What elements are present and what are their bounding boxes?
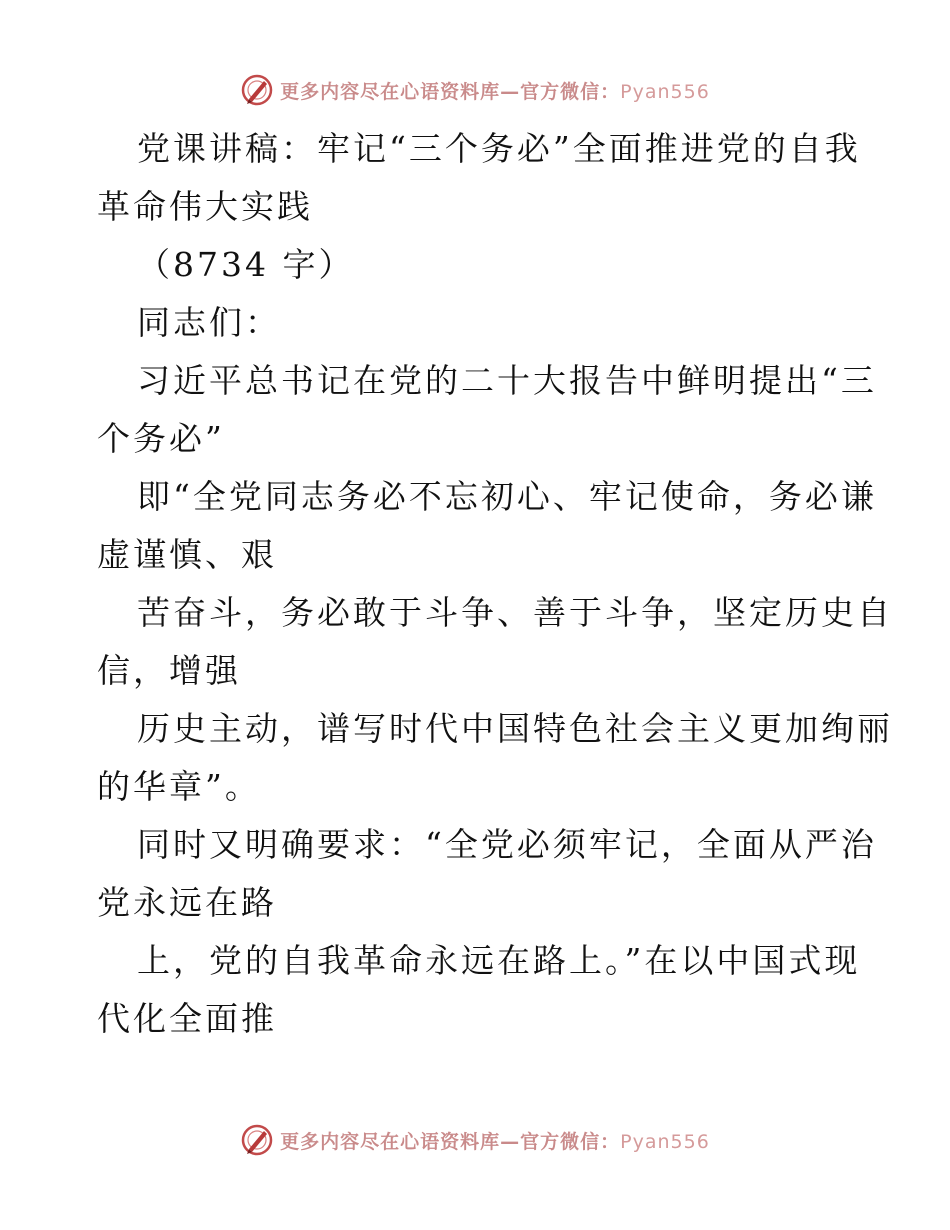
text-line: 上，党的自我革命永远在路上。”在以中国式现 [137,941,861,980]
banner-slogan: 更多内容尽在心语资料库—官方微信： [280,1130,621,1153]
pen-logo-icon [240,1123,274,1157]
text-line: 党永远在路 [97,883,277,922]
text-line: 同时又明确要求：“全党必须牢记，全面从严治 [137,825,877,864]
banner-contact: Pyan556 [620,80,710,103]
text-line: 党课讲稿：牢记“三个务必”全面推进党的自我 [137,129,861,168]
text-line: 个务必” [97,419,225,458]
text-line: 代化全面推 [97,999,277,1038]
banner-text [280,77,710,104]
text-line: 即“全党同志务必不忘初心、牢记使命，务必谦 [137,477,877,516]
text-line: 同志们： [137,303,281,342]
document-body [97,120,893,1048]
text-line: 信，增强 [97,651,241,690]
banner-text [280,1127,710,1154]
text-line: 虚谨慎、艰 [97,535,277,574]
text-line: 革命伟大实践 [97,187,313,226]
text-line: 苦奋斗，务必敢于斗争、善于斗争，坚定历史自 [137,593,893,632]
footer-watermark-banner [0,1120,950,1160]
banner-contact: Pyan556 [620,1130,710,1153]
text-line: （8734 字） [137,245,355,284]
pen-logo-icon [240,73,274,107]
header-watermark-banner [0,70,950,110]
text-line: 历史主动，谱写时代中国特色社会主义更加绚丽 [137,709,893,748]
text-line: 的华章”。 [97,767,261,806]
text-line: 习近平总书记在党的二十大报告中鲜明提出“三 [137,361,877,400]
banner-slogan: 更多内容尽在心语资料库—官方微信： [280,80,621,103]
